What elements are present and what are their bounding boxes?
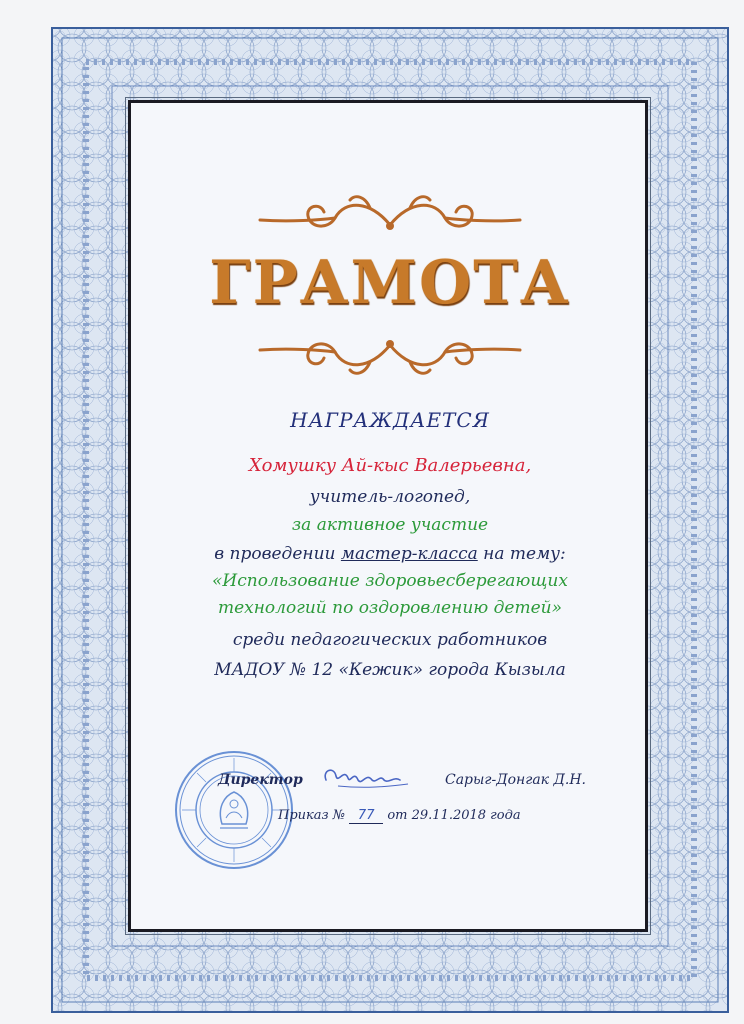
order-line: [278, 808, 521, 824]
held-suffix: на тему:: [477, 544, 566, 564]
certificate-title: ГРАМОТА: [209, 248, 571, 318]
director-label: Директор: [218, 772, 303, 788]
held-line: [150, 544, 630, 564]
organization-line: МАДОУ № 12 «Кежик» города Кызыла: [214, 660, 566, 680]
top-ornament: [250, 190, 530, 240]
recipient-name: Хомушку Ай-кыс Валерьевна,: [248, 455, 532, 476]
topic-line-2: технологий по оздоровлению детей»: [217, 598, 563, 618]
held-prefix: в проведении: [214, 544, 341, 564]
director-signature: [318, 758, 418, 794]
bottom-ornament: [250, 330, 530, 380]
award-reason: за активное участие: [291, 515, 489, 535]
held-event: мастер-класса: [340, 544, 478, 564]
order-date: от 29.11.2018 года: [383, 808, 521, 823]
topic-line-1: «Использование здоровьесберегающих: [212, 571, 568, 591]
awarded-label: НАГРАЖДАЕТСЯ: [290, 408, 490, 432]
recipient-role: учитель-логопед,: [309, 487, 471, 507]
audience-line: среди педагогических работников: [232, 630, 548, 650]
order-prefix: Приказ №: [278, 808, 350, 823]
director-name: Сарыг-Донгак Д.Н.: [445, 772, 586, 788]
order-number: 77: [349, 808, 383, 824]
